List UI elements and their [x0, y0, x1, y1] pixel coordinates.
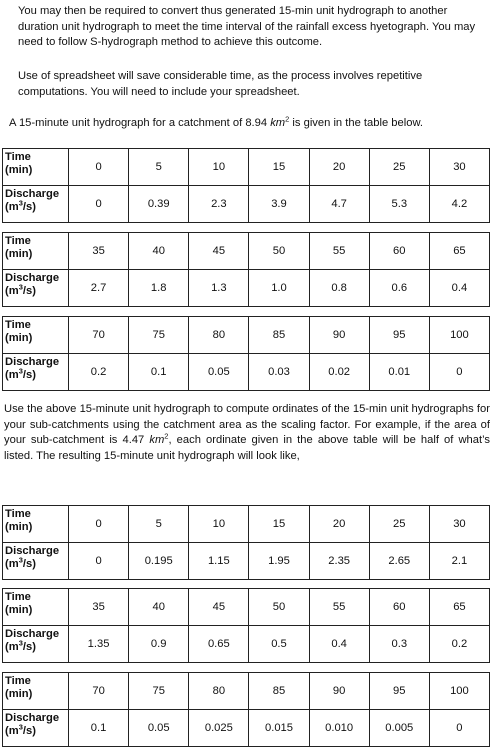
discharge-label [3, 354, 69, 391]
discharge-unit-post: /s) [22, 641, 36, 653]
discharge-unit-sup: 3 [18, 722, 23, 732]
time-unit: (min) [5, 604, 33, 616]
discharge-cell: 2.35 [309, 543, 369, 580]
discharge-unit [5, 198, 36, 213]
discharge-unit-post: /s) [22, 369, 36, 381]
hydrograph-table-block [2, 316, 490, 391]
time-cell: 20 [309, 506, 369, 543]
time-cell: 40 [129, 589, 189, 626]
hydrograph-table-block [2, 672, 490, 747]
time-unit: (min) [5, 521, 33, 533]
discharge-label-text: Discharge [5, 628, 60, 640]
discharge-unit-sup: 3 [18, 282, 23, 292]
discharge-unit-pre: (m [5, 641, 19, 653]
time-label [3, 506, 69, 543]
hydrograph-table-block [2, 505, 490, 580]
discharge-cell: 0.05 [129, 710, 189, 747]
discharge-cell: 0.65 [189, 626, 249, 663]
discharge-cell: 0.015 [249, 710, 309, 747]
discharge-cell: 2.1 [429, 543, 489, 580]
discharge-unit-sup: 3 [18, 555, 23, 565]
discharge-label-text: Discharge [5, 545, 60, 557]
time-cell: 100 [429, 673, 489, 710]
discharge-unit [5, 722, 36, 737]
discharge-unit-pre: (m [5, 201, 19, 213]
time-label-text: Time [5, 508, 31, 520]
discharge-row [3, 543, 490, 580]
discharge-cell: 0.39 [129, 186, 189, 223]
hydrograph-table-block [2, 232, 490, 307]
discharge-cell: 0.6 [369, 270, 429, 307]
scaling-unit: km [149, 434, 165, 446]
time-cell: 10 [189, 149, 249, 186]
time-cell: 60 [369, 589, 429, 626]
discharge-cell: 1.3 [189, 270, 249, 307]
discharge-label [3, 626, 69, 663]
time-cell: 50 [249, 233, 309, 270]
time-cell: 30 [429, 149, 489, 186]
discharge-unit-post: /s) [22, 725, 36, 737]
discharge-cell: 0.010 [309, 710, 369, 747]
discharge-cell: 0 [429, 710, 489, 747]
discharge-cell: 0.02 [309, 354, 369, 391]
scaling-text-after: , each ordinate given in the above table will be half of what’s listed. The resulting 15-minute unit hydrograph will look like, [4, 434, 490, 462]
discharge-row [3, 710, 490, 747]
time-row [3, 233, 490, 270]
time-cell: 90 [309, 317, 369, 354]
scaling-unit-sup: 2 [164, 431, 169, 441]
time-cell: 35 [69, 589, 129, 626]
time-cell: 45 [189, 233, 249, 270]
discharge-cell: 0.03 [249, 354, 309, 391]
discharge-cell: 2.65 [369, 543, 429, 580]
discharge-unit-pre: (m [5, 369, 19, 381]
discharge-cell: 1.0 [249, 270, 309, 307]
discharge-cell: 0.195 [129, 543, 189, 580]
discharge-cell: 5.3 [369, 186, 429, 223]
discharge-cell: 4.7 [309, 186, 369, 223]
time-label [3, 673, 69, 710]
time-cell: 25 [369, 149, 429, 186]
discharge-cell: 0.3 [369, 626, 429, 663]
discharge-cell: 0.2 [69, 354, 129, 391]
discharge-label-text: Discharge [5, 188, 60, 200]
time-cell: 55 [309, 233, 369, 270]
paragraph-s-hydrograph: You may then be required to convert thus generated 15-min unit hydrograph to another duration unit hydrograph to meet the time interval of the rainfall excess hyetograph. You may need to follow S-hydrograph method to achieve this outcome. [18, 5, 476, 48]
time-cell: 70 [69, 673, 129, 710]
paragraph-spreadsheet: Use of spreadsheet will save considerable time, as the process involves repetitive computations. You will need to include your spreadsheet. [18, 70, 423, 98]
time-cell: 95 [369, 317, 429, 354]
time-label [3, 149, 69, 186]
time-cell: 75 [129, 673, 189, 710]
time-row [3, 149, 490, 186]
time-row [3, 317, 490, 354]
discharge-cell: 0.01 [369, 354, 429, 391]
time-unit: (min) [5, 332, 33, 344]
intro-sentence [9, 116, 489, 132]
discharge-unit-sup: 3 [18, 366, 23, 376]
discharge-label-text: Discharge [5, 272, 60, 284]
time-cell: 35 [69, 233, 129, 270]
time-cell: 85 [249, 317, 309, 354]
time-cell: 70 [69, 317, 129, 354]
discharge-unit-pre: (m [5, 558, 19, 570]
discharge-cell: 2.7 [69, 270, 129, 307]
time-cell: 55 [309, 589, 369, 626]
discharge-cell: 0.05 [189, 354, 249, 391]
time-label [3, 589, 69, 626]
time-cell: 15 [249, 149, 309, 186]
discharge-cell: 0.2 [429, 626, 489, 663]
discharge-cell: 0.1 [69, 710, 129, 747]
discharge-unit-post: /s) [22, 285, 36, 297]
time-cell: 5 [129, 149, 189, 186]
intro-unit: km [270, 117, 286, 129]
discharge-label-text: Discharge [5, 356, 60, 368]
time-cell: 40 [129, 233, 189, 270]
time-label-text: Time [5, 235, 31, 247]
discharge-unit [5, 282, 36, 297]
discharge-unit-post: /s) [22, 558, 36, 570]
time-unit: (min) [5, 164, 33, 176]
time-row [3, 589, 490, 626]
discharge-cell: 1.95 [249, 543, 309, 580]
discharge-row [3, 186, 490, 223]
time-row [3, 506, 490, 543]
time-cell: 10 [189, 506, 249, 543]
scaling-text-before: Use the above 15-minute unit hydrograph to compute ordinates of the 15-min unit hydrographs for your sub-catchments using the catchment area as the scaling factor. For example, if the area of your sub-catchment is 4.47 [4, 403, 490, 446]
time-cell: 45 [189, 589, 249, 626]
discharge-cell: 1.8 [129, 270, 189, 307]
discharge-row [3, 354, 490, 391]
discharge-unit-post: /s) [22, 201, 36, 213]
discharge-label [3, 270, 69, 307]
intro-text-after: is given in the table below. [289, 117, 424, 129]
discharge-cell: 1.15 [189, 543, 249, 580]
time-cell: 0 [69, 149, 129, 186]
time-label [3, 317, 69, 354]
discharge-label [3, 710, 69, 747]
time-label [3, 233, 69, 270]
discharge-cell: 0.8 [309, 270, 369, 307]
time-cell: 0 [69, 506, 129, 543]
time-cell: 80 [189, 673, 249, 710]
time-cell: 95 [369, 673, 429, 710]
time-cell: 5 [129, 506, 189, 543]
discharge-cell: 0.005 [369, 710, 429, 747]
time-cell: 15 [249, 506, 309, 543]
discharge-cell: 2.3 [189, 186, 249, 223]
discharge-cell: 1.35 [69, 626, 129, 663]
time-label-text: Time [5, 319, 31, 331]
paragraph-scaling [4, 402, 490, 464]
discharge-cell: 3.9 [249, 186, 309, 223]
time-label-text: Time [5, 151, 31, 163]
hydrograph-table-block [2, 588, 490, 663]
discharge-row [3, 626, 490, 663]
discharge-row [3, 270, 490, 307]
discharge-cell: 0.5 [249, 626, 309, 663]
discharge-cell: 0.4 [309, 626, 369, 663]
time-cell: 20 [309, 149, 369, 186]
time-unit: (min) [5, 248, 33, 260]
intro-unit-sup: 2 [285, 114, 290, 124]
discharge-cell: 0 [69, 543, 129, 580]
discharge-cell: 0 [429, 354, 489, 391]
time-cell: 30 [429, 506, 489, 543]
discharge-unit-sup: 3 [18, 638, 23, 648]
discharge-cell: 4.2 [429, 186, 489, 223]
time-cell: 50 [249, 589, 309, 626]
intro-text-before: A 15-minute unit hydrograph for a catchment of 8.94 [9, 117, 271, 129]
discharge-cell: 0.1 [129, 354, 189, 391]
time-label-text: Time [5, 591, 31, 603]
hydrograph-table-block [2, 148, 490, 223]
discharge-label [3, 186, 69, 223]
time-cell: 65 [429, 589, 489, 626]
discharge-unit [5, 366, 36, 381]
time-cell: 25 [369, 506, 429, 543]
discharge-unit-pre: (m [5, 285, 19, 297]
discharge-label [3, 543, 69, 580]
discharge-unit [5, 638, 36, 653]
time-cell: 65 [429, 233, 489, 270]
discharge-cell: 0.9 [129, 626, 189, 663]
time-label-text: Time [5, 675, 31, 687]
time-cell: 75 [129, 317, 189, 354]
discharge-cell: 0.025 [189, 710, 249, 747]
time-unit: (min) [5, 688, 33, 700]
discharge-label-text: Discharge [5, 712, 60, 724]
discharge-cell: 0.4 [429, 270, 489, 307]
time-cell: 90 [309, 673, 369, 710]
time-cell: 80 [189, 317, 249, 354]
discharge-cell: 0 [69, 186, 129, 223]
discharge-unit-sup: 3 [18, 198, 23, 208]
time-row [3, 673, 490, 710]
time-cell: 100 [429, 317, 489, 354]
discharge-unit-pre: (m [5, 725, 19, 737]
time-cell: 85 [249, 673, 309, 710]
discharge-unit [5, 555, 36, 570]
time-cell: 60 [369, 233, 429, 270]
